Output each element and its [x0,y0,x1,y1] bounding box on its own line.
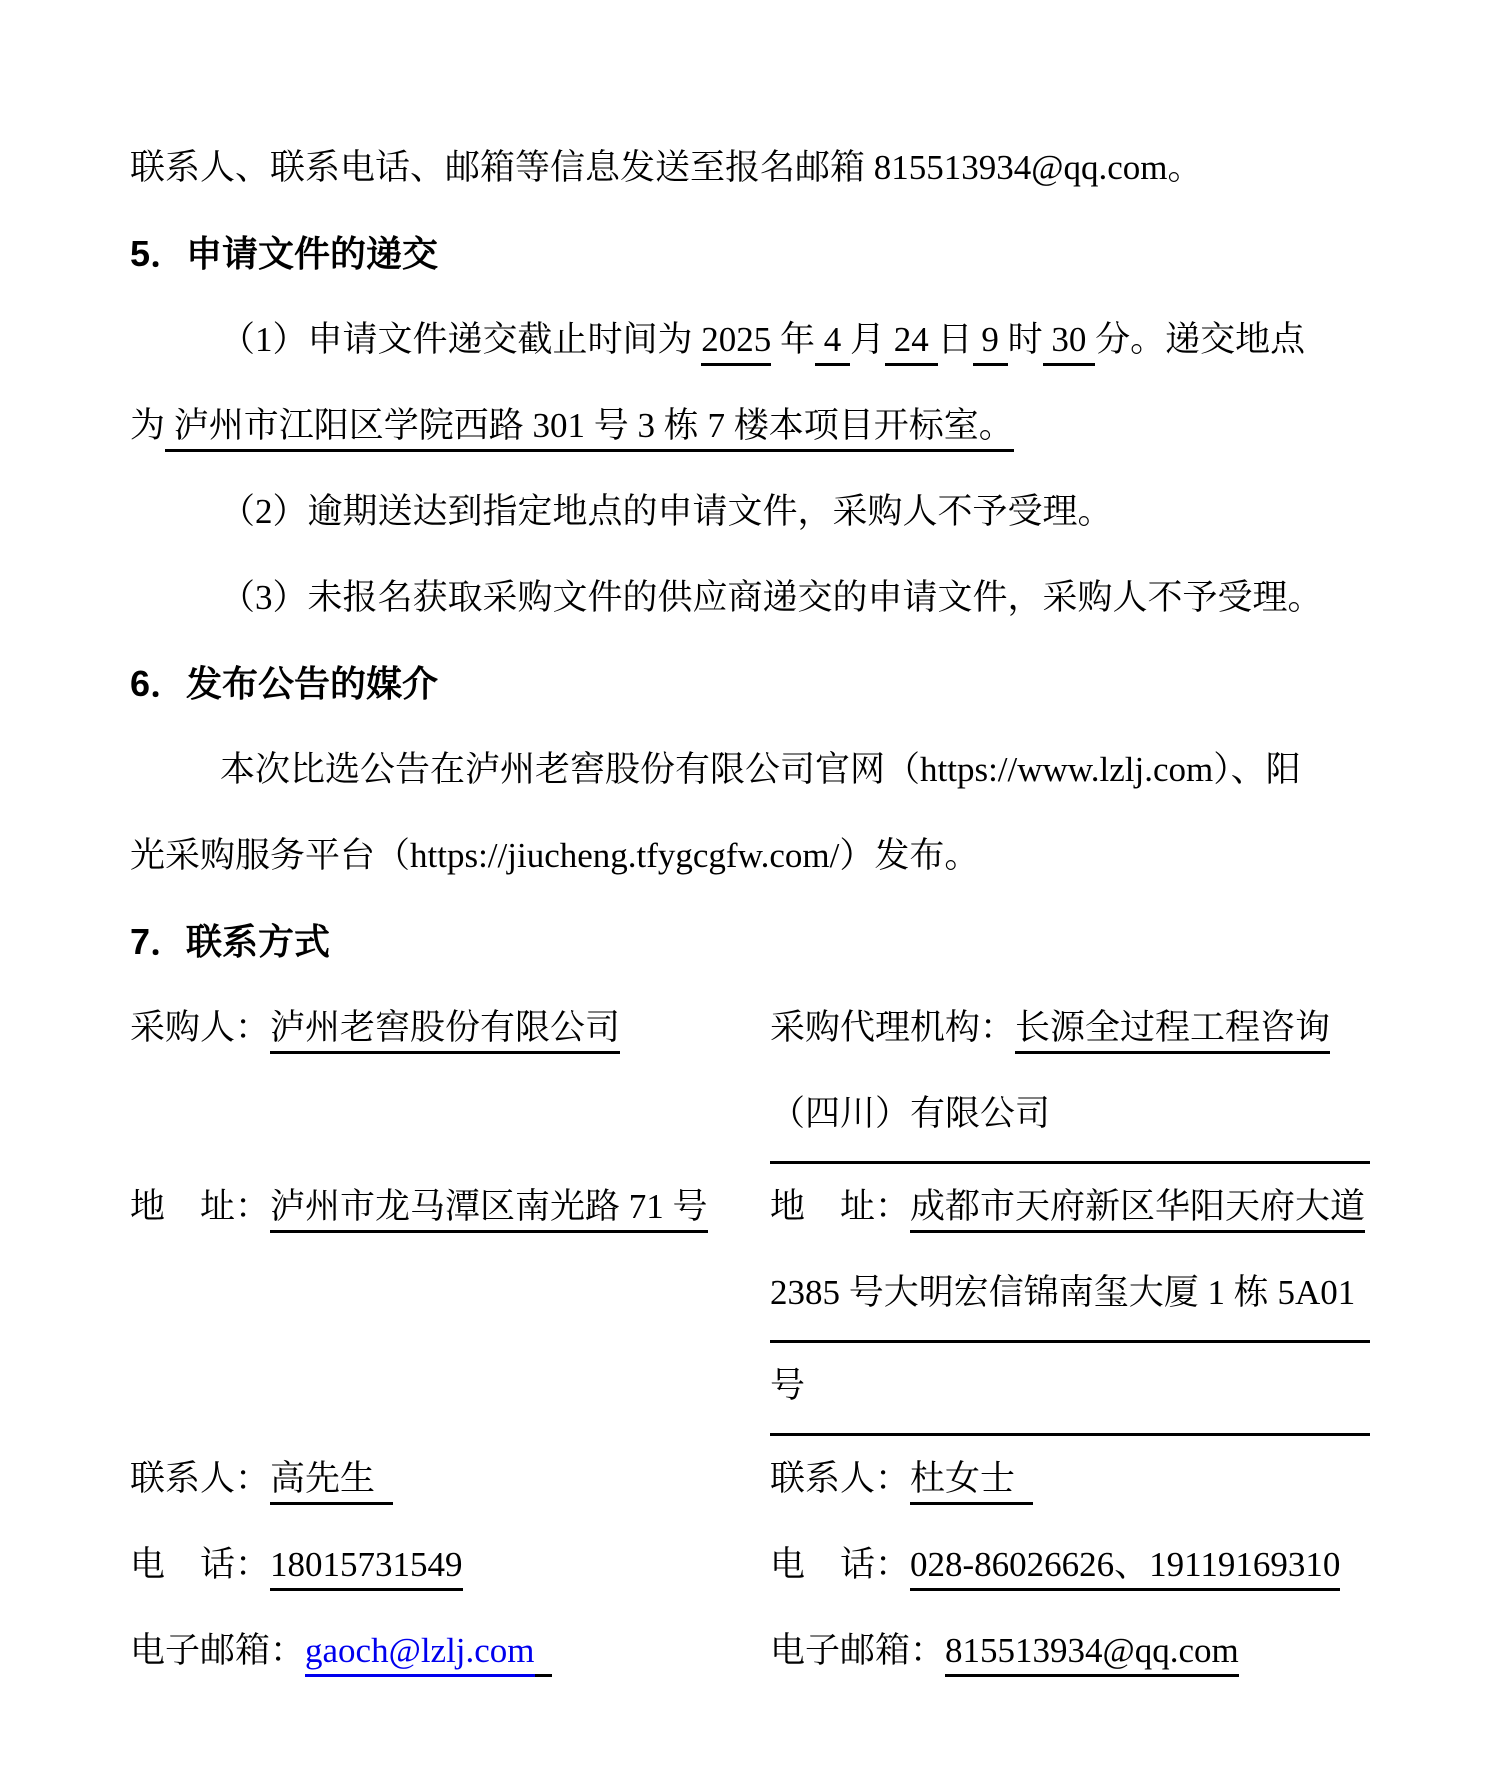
purchaser-contact-label: 联系人： [130,1459,271,1498]
deadline-minute-value: 30 [1043,320,1096,366]
intro-continuation-line [130,125,1370,211]
section5-item2-line [130,469,1370,555]
agency-name-value-line2: （四川）有限公司 [770,1071,1370,1164]
purchaser-contact-value: 高先生 [270,1459,393,1505]
text-run: 年 [771,320,816,359]
purchaser-email-link[interactable]: gaoch@lzlj.com [305,1631,535,1677]
section6-heading-text: 6．发布公告的媒介 [130,663,439,704]
purchaser-contact-cell [130,1436,770,1522]
submission-place-value: 泸州市江阳区学院西路 301 号 3 栋 7 楼本项目开标室。 [165,406,1014,452]
purchaser-phone-cell [130,1522,770,1608]
agency-address-value-line3: 号 [770,1343,1370,1436]
text-run: 日 [937,320,973,359]
section7-heading [130,899,1370,985]
text-run: 分。递交地点 [1095,320,1306,359]
deadline-month-value: 4 [815,320,850,366]
section5-heading-text: 5．申请文件的递交 [130,233,439,274]
agency-address-value-line2: 2385 号大明宏信锦南玺大厦 1 栋 5A01 [770,1250,1370,1343]
deadline-day-value: 24 [885,320,938,366]
agency-contact-value: 杜女士 [910,1459,1033,1505]
agency-name-value-line1: 长源全过程工程咨询 [1015,1008,1330,1054]
purchaser-email-underline-tail [535,1631,553,1677]
section6-body-line1 [130,727,1370,813]
section5-heading [130,211,1370,297]
section6-body-line2 [130,813,1370,899]
contacts-table [130,985,1370,1694]
text-run: （1）申请文件递交截止时间为 [220,320,702,359]
text-run: 时 [1007,320,1043,359]
deadline-year-value: 2025 [701,320,771,366]
agency-address-value-line1: 成都市天府新区华阳天府大道 [910,1187,1365,1233]
purchaser-phone-value: 18015731549 [270,1545,463,1591]
agency-email-label: 电子邮箱： [770,1631,946,1670]
agency-contact-label: 联系人： [770,1459,911,1498]
purchaser-phone-label: 电 话： [130,1545,271,1584]
section5-item1-line2 [130,383,1370,469]
agency-phone-label: 电 话： [770,1545,911,1584]
purchaser-email-cell [130,1608,770,1694]
purchaser-label: 采购人： [130,1008,271,1047]
text-run: 为 [130,406,166,445]
purchaser-address-label: 地 址： [130,1187,271,1226]
agency-email-value: 815513934@qq.com [945,1631,1239,1677]
purchaser-email-label: 电子邮箱： [130,1631,306,1670]
agency-name-cell [770,985,1370,1164]
section5-item1-line1 [130,297,1370,383]
agency-label: 采购代理机构： [770,1008,1016,1047]
text-run: 光采购服务平台（https://jiucheng.tfygcgfw.com/）发布。 [130,836,980,875]
text-run: 月 [850,320,886,359]
agency-phone-value: 028-86026626、19119169310 [910,1545,1340,1591]
agency-email-cell [770,1608,1370,1694]
deadline-hour-value: 9 [973,320,1008,366]
agency-address-cell [770,1164,1370,1436]
purchaser-name-value: 泸州老窖股份有限公司 [270,1008,620,1054]
agency-phone-cell [770,1522,1370,1608]
section6-heading [130,641,1370,727]
intro-text: 联系人、联系电话、邮箱等信息发送至报名邮箱 815513934@qq.com。 [130,148,1203,187]
section5-item3-line [130,555,1370,641]
purchaser-address-value: 泸州市龙马潭区南光路 71 号 [270,1187,708,1233]
text-run: （2）逾期送达到指定地点的申请文件，采购人不予受理。 [220,492,1113,531]
section7-heading-text: 7．联系方式 [130,921,331,962]
agency-contact-cell [770,1436,1370,1522]
text-run: 本次比选公告在泸州老窖股份有限公司官网（https://www.lzlj.com）、阳 [220,750,1301,789]
purchaser-address-cell [130,1164,770,1436]
agency-address-label: 地 址： [770,1187,911,1226]
text-run: （3）未报名获取采购文件的供应商递交的申请文件，采购人不予受理。 [220,578,1323,617]
purchaser-name-cell [130,985,770,1164]
